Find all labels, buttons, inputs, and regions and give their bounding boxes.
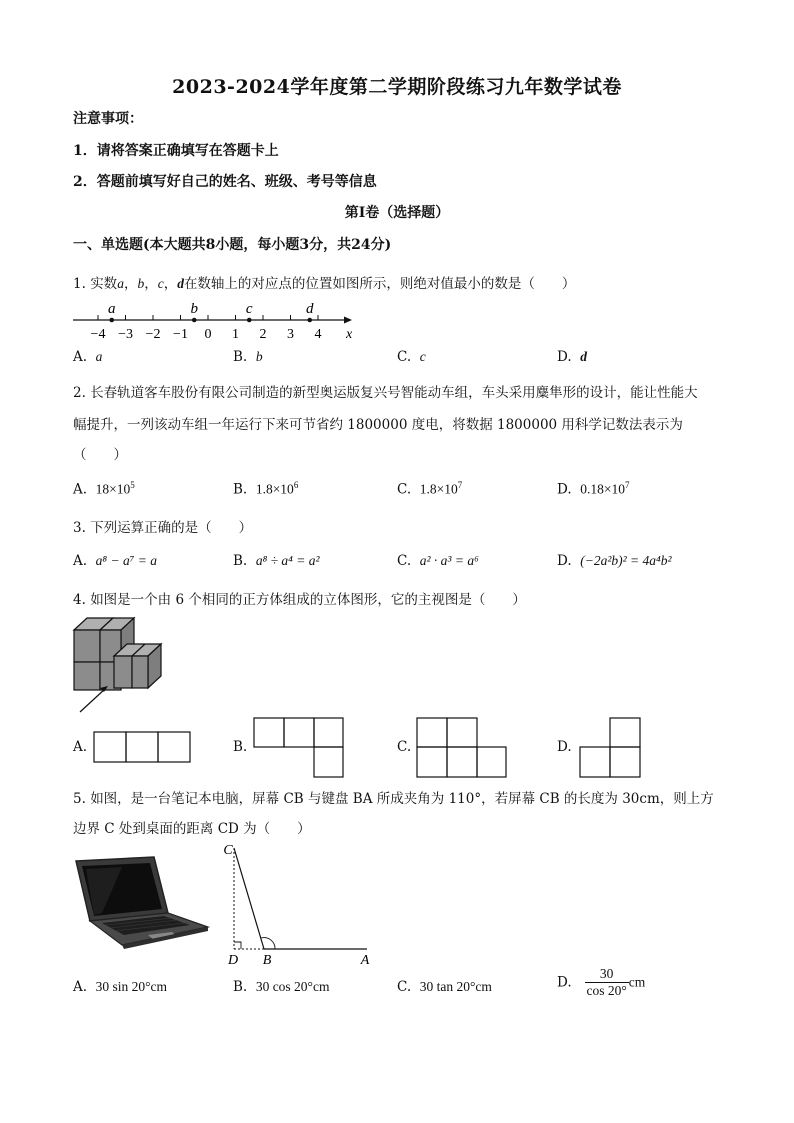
q5-option-a: A. 30 sin 20°cm [73, 979, 168, 995]
q5-option-b: B. 30 cos 20°cm [233, 979, 330, 995]
q4-option-b-figure [253, 716, 345, 780]
q1-option-c: C. c [397, 349, 426, 365]
question-3-stem: 3. 下列运算正确的是（ ） [73, 520, 253, 536]
q1-option-a: A. a [73, 349, 103, 365]
point-label-d: d [306, 301, 314, 317]
tick-label: 3 [287, 327, 294, 342]
part-heading: 一、单选题(本大题共8小题，每小题3分，共24分) [73, 237, 392, 253]
point-a [109, 318, 114, 323]
point-label-a: a [108, 301, 116, 317]
right-angle-mark [234, 942, 241, 949]
q1-option-d: D. d [557, 349, 587, 365]
point-label-b: b [190, 301, 198, 317]
point-b [192, 318, 197, 323]
q5-option-c: C. 30 tan 20°cm [397, 979, 492, 995]
tick-label: 4 [314, 327, 322, 342]
tick-label: −1 [173, 327, 188, 342]
triangle-figure [222, 838, 382, 970]
q4-option-d-figure [579, 716, 643, 780]
axis-arrow-icon [344, 317, 352, 324]
q4-option-d-label: D. [557, 739, 572, 755]
q3-option-d: D. (−2a²b)² = 4a⁴b² [557, 553, 672, 569]
laptop-picture [72, 855, 212, 949]
label-c: C [223, 843, 233, 858]
tick-label: −4 [90, 327, 106, 342]
point-c [247, 318, 252, 323]
q4-option-c-figure [416, 716, 508, 780]
label-d: D [227, 953, 239, 968]
tick-label: −2 [145, 327, 161, 342]
q2-option-b: B. $1.8\times 10^6$ [233, 480, 299, 498]
view-direction-arrow [80, 688, 106, 712]
question-2-line-2: 幅提升，一列该动车组一年运行下来可节省约 1800000 度电，将数据 1800000 用科学记数法表示为 [73, 417, 683, 433]
q3-option-b: B. a⁸ ÷ a⁴ = a² [233, 553, 320, 569]
q2-option-a: A. $18\times 10^5$ [73, 480, 135, 498]
axis-label: x [346, 327, 353, 342]
label-b: B [262, 953, 272, 968]
notice-item-1: 1．请将答案正确填写在答题卡上 [73, 143, 279, 159]
tick-label: 1 [232, 327, 239, 342]
q4-option-a-label: A. [73, 739, 88, 755]
point-d [307, 318, 312, 323]
q3-option-c: C. a² · a³ = a⁶ [397, 553, 479, 569]
label-a: A [360, 953, 370, 968]
question-2-line-3: （ ） [73, 447, 127, 463]
question-5-line-1: 5. 如图，是一台笔记本电脑，屏幕 CB 与键盘 BA 所成夹角为 110°，若屏幕 CB 的长度为 30cm，则上方 [73, 791, 714, 807]
section-title: 第Ⅰ卷（选择题） [344, 205, 450, 221]
fraction: $\frac{30}{\cos 20^\circ}$ [586, 966, 627, 998]
q2-option-d: D. $0.18\times 10^7$ [557, 480, 630, 498]
tick-label: 0 [204, 327, 212, 342]
question-1-stem: 1. 实数a，b，c，d在数轴上的对应点的位置如图所示，则绝对值最小的数是（ ） [73, 276, 576, 292]
notice-item-2: 2．答题前填写好自己的姓名、班级、考号等信息 [73, 174, 377, 190]
question-4-stem: 4. 如图是一个由 6 个相同的正方体组成的立体图形，它的主视图是（ ） [73, 592, 526, 608]
q2-option-c: C. $1.8\times 10^7$ [397, 480, 463, 498]
question-5-line-2: 边界 C 处到桌面的距离 CD 为（ ） [73, 821, 311, 837]
q5-option-d: D. $\frac{30}{\cos 20^\circ}$ cm [557, 966, 646, 998]
point-label-c: c [245, 301, 253, 317]
question-2-line-1: 2. 长春轨道客车股份有限公司制造的新型奥运版复兴号智能动车组，车头采用麋隼形的设计，能让性能大 [73, 385, 698, 401]
q3-option-a: A. a⁸ − a⁷ = a [73, 553, 157, 569]
q4-option-b-label: B. [233, 739, 248, 755]
cube-stack-figure [70, 612, 170, 716]
page-title: 2023-2024学年度第二学期阶段练习九年数学试卷 [172, 76, 622, 98]
question-number: 1. [73, 276, 86, 292]
notice-heading: 注意事项： [73, 111, 143, 127]
number-line-figure [70, 298, 360, 344]
q1-option-b: B. b [233, 349, 263, 365]
q4-option-c-label: C. [397, 739, 412, 755]
segment-cb [234, 848, 264, 949]
tick-label: −3 [118, 327, 133, 342]
q4-option-a-figure [93, 729, 193, 765]
tick-label: 2 [259, 327, 267, 342]
